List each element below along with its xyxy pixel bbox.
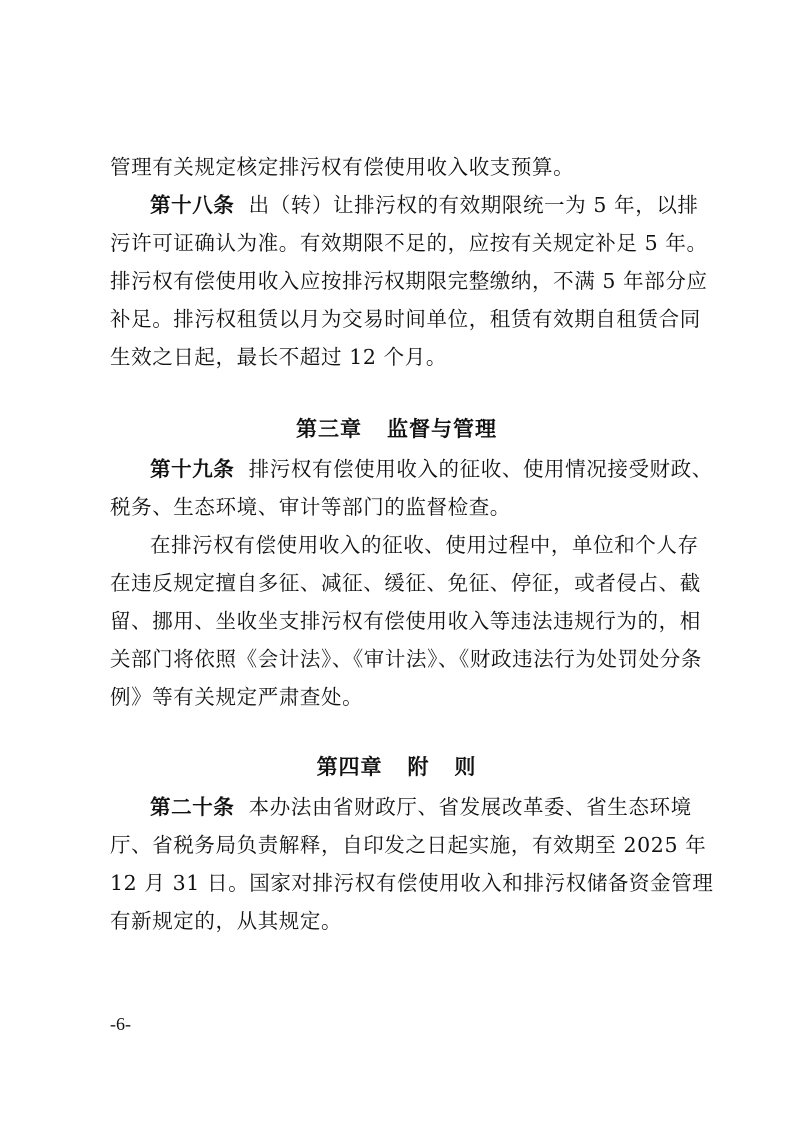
article-18-line-3: 排污权有偿使用收入应按排污权期限完整缴纳，不满 5 年部分应: [110, 269, 708, 293]
paragraph-2-line-5: 例》等有关规定严肃查处。: [110, 685, 364, 709]
article-19-line-1: [150, 452, 713, 486]
article-18-title: 第十八条: [150, 193, 235, 217]
article-20-text: 本办法由省财政厅、省发展改革委、省生态环境: [248, 795, 692, 819]
paragraph-line: 管理有关规定核定排污权有偿使用收入收支预算。: [110, 155, 575, 179]
article-18-line-4: 补足。排污权租赁以月为交易时间单位，租赁有效期自租赁合同: [110, 307, 701, 331]
paragraph-2-line-4: 关部门将依照《会计法》、《审计法》、《财政违法行为处罚处分条: [110, 647, 702, 671]
paragraph-2-line-2: 在违反规定擅自多征、减征、缓征、免征、停征，或者侵占、截: [110, 571, 701, 595]
chapter-3-heading: 第三章 监督与管理: [296, 417, 497, 441]
article-18-text: 出（转）让排污权的有效期限统一为 5 年，以排: [248, 193, 699, 217]
page-number: -6-: [110, 1014, 131, 1034]
article-19-text: 排污权有偿使用收入的征收、使用情况接受财政、: [248, 457, 713, 481]
article-20-line-4: 有新规定的，从其规定。: [110, 909, 343, 933]
article-20-line-3: 12 月 31 日。国家对排污权有偿使用收入和排污权储备资金管理: [110, 871, 714, 895]
paragraph-2-line-3: 留、挪用、坐收坐支排污权有偿使用收入等违法违规行为的，相: [110, 609, 701, 633]
article-19-line-2: 税务、生态环境、审计等部门的监督检查。: [110, 495, 511, 519]
paragraph-2-line-1: 在排污权有偿使用收入的征收、使用过程中，单位和个人存: [150, 533, 699, 557]
article-20-line-1: [150, 790, 700, 824]
chapter-4-heading: 第四章 附 则: [316, 755, 477, 779]
article-20-title: 第二十条: [150, 795, 235, 819]
article-18-line-5: 生效之日起，最长不超过 12 个月。: [110, 345, 447, 369]
article-19-title: 第十九条: [150, 457, 235, 481]
article-18-line-2: 污许可证确认为准。有效期限不足的，应按有关规定补足 5 年。: [110, 231, 708, 255]
article-18-line-1: [150, 188, 700, 222]
article-20-line-2: 厅、省税务局负责解释，自印发之日起实施，有效期至 2025 年: [110, 833, 707, 857]
